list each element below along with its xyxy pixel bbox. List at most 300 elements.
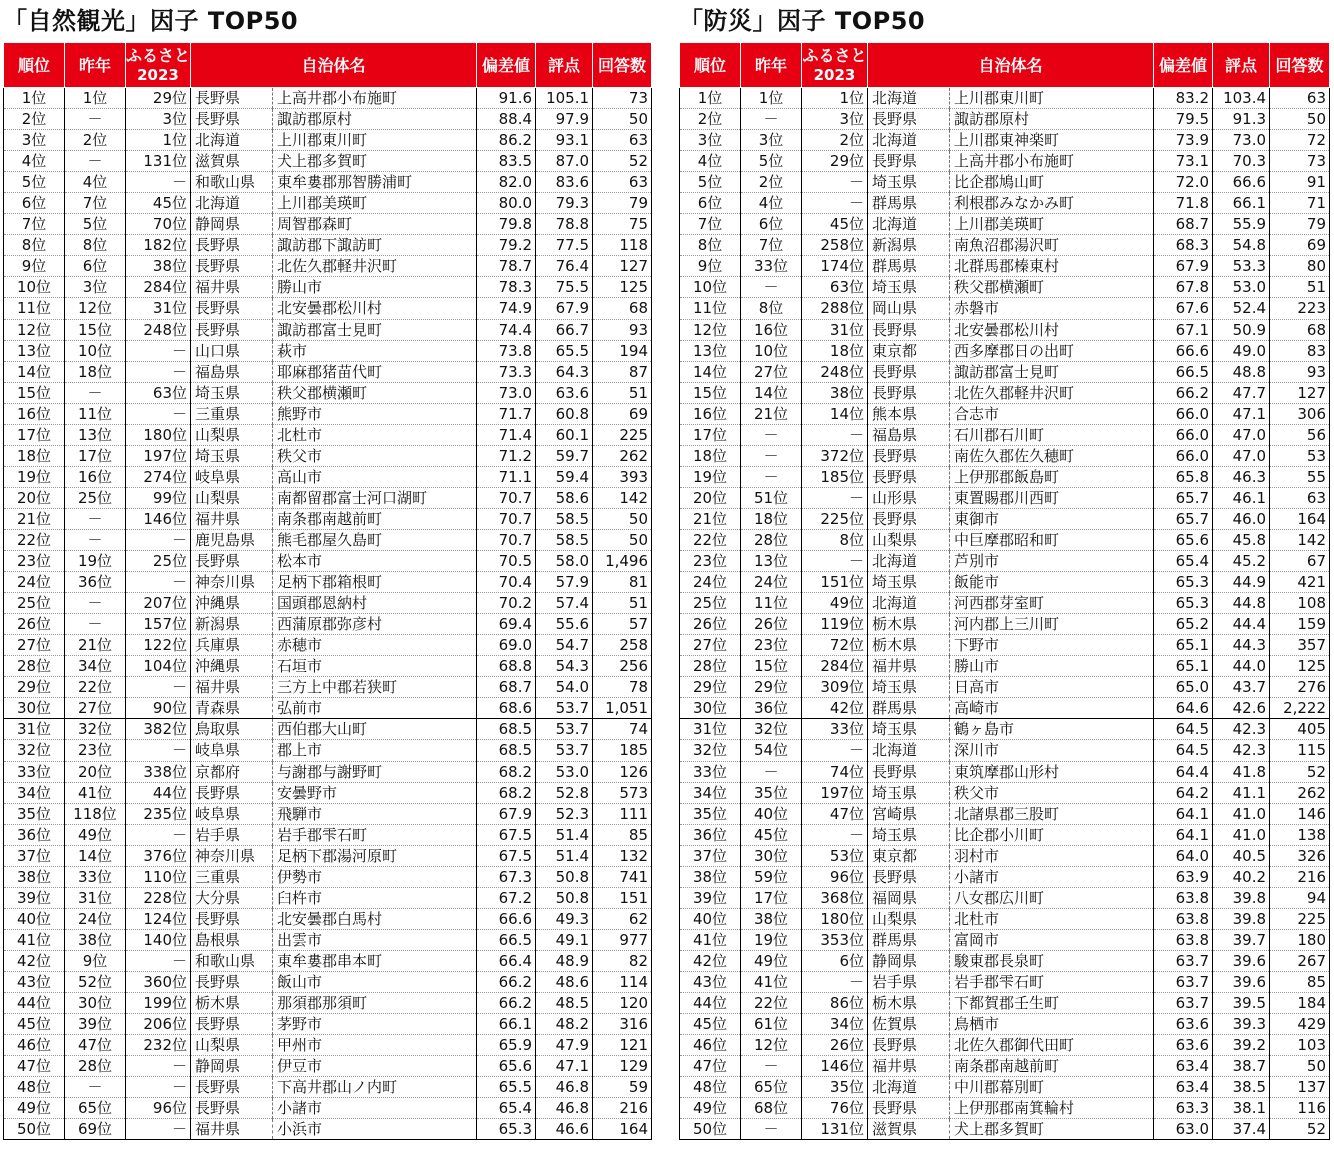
responses-cell: 225 — [593, 424, 652, 445]
header-municipality: 自治体名 — [868, 43, 1154, 88]
score-cell: 39.2 — [1213, 1035, 1270, 1056]
deviation-cell: 63.4 — [1154, 1056, 1213, 1077]
municipality-cell: 北諸県郡三股町 — [950, 803, 1154, 824]
rank-cell: 47位 — [4, 1056, 65, 1077]
deviation-cell: 65.7 — [1154, 508, 1213, 529]
rank-cell: 16位 — [680, 403, 741, 424]
last-year-cell: 6位 — [65, 256, 126, 277]
municipality-cell: 北佐久郡軽井沢町 — [950, 382, 1154, 403]
rank-cell: 29位 — [680, 677, 741, 698]
rank-cell: 12位 — [680, 319, 741, 340]
municipality-cell: 上伊那郡飯島町 — [950, 466, 1154, 487]
deviation-cell: 66.0 — [1154, 403, 1213, 424]
responses-cell: 51 — [593, 593, 652, 614]
deviation-cell: 71.2 — [477, 445, 536, 466]
responses-cell: 59 — [593, 1077, 652, 1098]
score-cell: 40.2 — [1213, 866, 1270, 887]
responses-cell: 306 — [1270, 403, 1330, 424]
responses-cell: 429 — [1270, 1014, 1330, 1035]
responses-cell: 50 — [593, 109, 652, 130]
prefecture-cell: 岩手県 — [868, 971, 950, 992]
prefecture-cell: 北海道 — [191, 130, 273, 151]
furusato-cell: 26位 — [802, 1035, 868, 1056]
responses-cell: 393 — [593, 466, 652, 487]
table-row — [680, 445, 1330, 466]
score-cell: 83.6 — [536, 172, 593, 193]
table-row — [4, 803, 652, 824]
deviation-cell: 66.2 — [1154, 382, 1213, 403]
last-year-cell: － — [741, 761, 802, 782]
last-year-cell: 5位 — [65, 214, 126, 235]
table-row — [4, 1077, 652, 1098]
rank-cell: 17位 — [4, 424, 65, 445]
responses-cell: 69 — [593, 403, 652, 424]
municipality-cell: 南佐久郡佐久穂町 — [950, 445, 1154, 466]
rank-cell: 42位 — [4, 950, 65, 971]
municipality-cell: 赤穂市 — [273, 635, 477, 656]
deviation-cell: 67.6 — [1154, 298, 1213, 319]
score-cell: 48.2 — [536, 1014, 593, 1035]
responses-cell: 75 — [593, 214, 652, 235]
table-row — [4, 214, 652, 235]
municipality-cell: 南条郡南越前町 — [950, 1056, 1154, 1077]
municipality-cell: 勝山市 — [950, 656, 1154, 677]
prefecture-cell: 鹿児島県 — [191, 529, 273, 550]
score-cell: 40.5 — [1213, 845, 1270, 866]
furusato-cell: － — [126, 1077, 191, 1098]
furusato-cell: － — [126, 677, 191, 698]
header-municipality: 自治体名 — [191, 43, 477, 88]
prefecture-cell: 長野県 — [868, 866, 950, 887]
last-year-cell: 3位 — [741, 130, 802, 151]
furusato-cell: 235位 — [126, 803, 191, 824]
table-row — [4, 88, 652, 109]
last-year-cell: 3位 — [65, 277, 126, 298]
deviation-cell: 73.0 — [477, 382, 536, 403]
ranking-table — [679, 42, 1330, 1140]
responses-cell: 91 — [1270, 172, 1330, 193]
last-year-cell: 24位 — [741, 572, 802, 593]
score-cell: 44.0 — [1213, 656, 1270, 677]
deviation-cell: 63.7 — [1154, 950, 1213, 971]
table-row — [680, 593, 1330, 614]
score-cell: 48.5 — [536, 993, 593, 1014]
score-cell: 59.7 — [536, 445, 593, 466]
furusato-cell: 45位 — [802, 214, 868, 235]
responses-cell: 68 — [1270, 319, 1330, 340]
score-cell: 47.9 — [536, 1035, 593, 1056]
last-year-cell: 24位 — [65, 908, 126, 929]
rank-cell: 38位 — [680, 866, 741, 887]
score-cell: 42.6 — [1213, 698, 1270, 719]
furusato-cell: 47位 — [802, 803, 868, 824]
municipality-cell: 小諸市 — [950, 866, 1154, 887]
header-row — [4, 43, 652, 88]
municipality-cell: 茅野市 — [273, 1014, 477, 1035]
last-year-cell: 19位 — [741, 929, 802, 950]
furusato-cell: 96位 — [126, 1098, 191, 1119]
score-cell: 48.9 — [536, 950, 593, 971]
prefecture-cell: 滋賀県 — [191, 151, 273, 172]
last-year-cell: － — [65, 593, 126, 614]
score-cell: 41.8 — [1213, 761, 1270, 782]
deviation-cell: 66.4 — [477, 950, 536, 971]
municipality-cell: 河西郡芽室町 — [950, 593, 1154, 614]
responses-cell: 63 — [593, 130, 652, 151]
rank-cell: 46位 — [4, 1035, 65, 1056]
deviation-cell: 63.7 — [1154, 993, 1213, 1014]
municipality-cell: 飯能市 — [950, 572, 1154, 593]
deviation-cell: 64.0 — [1154, 845, 1213, 866]
responses-cell: 127 — [593, 256, 652, 277]
last-year-cell: 22位 — [65, 677, 126, 698]
prefecture-cell: 大分県 — [191, 887, 273, 908]
score-cell: 103.4 — [1213, 88, 1270, 109]
furusato-cell: 72位 — [802, 635, 868, 656]
prefecture-cell: 栃木県 — [868, 635, 950, 656]
furusato-cell: 42位 — [802, 698, 868, 719]
prefecture-cell: 北海道 — [868, 1077, 950, 1098]
last-year-cell: 4位 — [741, 193, 802, 214]
municipality-cell: 東牟婁郡串本町 — [273, 950, 477, 971]
score-cell: 46.0 — [1213, 508, 1270, 529]
header-score: 評点 — [536, 43, 593, 88]
deviation-cell: 68.8 — [477, 656, 536, 677]
prefecture-cell: 長野県 — [868, 508, 950, 529]
furusato-cell: 284位 — [802, 656, 868, 677]
deviation-cell: 65.8 — [1154, 466, 1213, 487]
furusato-cell: 368位 — [802, 887, 868, 908]
responses-cell: 81 — [593, 572, 652, 593]
deviation-cell: 73.8 — [477, 340, 536, 361]
last-year-cell: 36位 — [65, 572, 126, 593]
municipality-cell: 秩父市 — [273, 445, 477, 466]
rank-cell: 20位 — [4, 487, 65, 508]
deviation-cell: 65.3 — [1154, 593, 1213, 614]
score-cell: 50.8 — [536, 887, 593, 908]
table-row — [4, 782, 652, 803]
responses-cell: 52 — [1270, 1119, 1330, 1140]
score-cell: 41.0 — [1213, 824, 1270, 845]
rank-cell: 11位 — [4, 298, 65, 319]
rank-cell: 11位 — [680, 298, 741, 319]
deviation-cell: 63.4 — [1154, 1077, 1213, 1098]
furusato-cell: 63位 — [126, 382, 191, 403]
score-cell: 60.8 — [536, 403, 593, 424]
last-year-cell: 14位 — [65, 845, 126, 866]
table-row — [4, 698, 652, 719]
header-row — [680, 43, 1330, 88]
municipality-cell: 犬上郡多賀町 — [273, 151, 477, 172]
rank-cell: 46位 — [680, 1035, 741, 1056]
prefecture-cell: 埼玉県 — [868, 677, 950, 698]
score-cell: 47.0 — [1213, 424, 1270, 445]
table-row — [680, 277, 1330, 298]
rank-cell: 28位 — [4, 656, 65, 677]
header-furusato-line2: 2023 — [137, 65, 179, 84]
furusato-cell: 63位 — [802, 277, 868, 298]
rank-cell: 14位 — [680, 361, 741, 382]
score-cell: 46.1 — [1213, 487, 1270, 508]
last-year-cell: 2位 — [65, 130, 126, 151]
last-year-cell: 45位 — [741, 824, 802, 845]
prefecture-cell: 北海道 — [868, 88, 950, 109]
deviation-cell: 67.2 — [477, 887, 536, 908]
last-year-cell: 18位 — [65, 361, 126, 382]
furusato-cell: － — [802, 971, 868, 992]
prefecture-cell: 山形県 — [868, 487, 950, 508]
deviation-cell: 65.1 — [1154, 635, 1213, 656]
rank-cell: 15位 — [680, 382, 741, 403]
furusato-cell: 76位 — [802, 1098, 868, 1119]
municipality-cell: 上川郡東川町 — [273, 130, 477, 151]
furusato-cell: 180位 — [802, 908, 868, 929]
furusato-cell: 8位 — [802, 529, 868, 550]
rank-cell: 47位 — [680, 1056, 741, 1077]
last-year-cell: 51位 — [741, 487, 802, 508]
prefecture-cell: 長野県 — [191, 235, 273, 256]
table-row — [680, 929, 1330, 950]
furusato-cell: － — [126, 1119, 191, 1140]
last-year-cell: － — [741, 277, 802, 298]
last-year-cell: 11位 — [741, 593, 802, 614]
furusato-cell: － — [126, 361, 191, 382]
table-row — [680, 256, 1330, 277]
prefecture-cell: 長野県 — [868, 761, 950, 782]
prefecture-cell: 栃木県 — [191, 993, 273, 1014]
furusato-cell: 174位 — [802, 256, 868, 277]
responses-cell: 185 — [593, 740, 652, 761]
furusato-cell: 360位 — [126, 971, 191, 992]
prefecture-cell: 群馬県 — [868, 929, 950, 950]
last-year-cell: 12位 — [741, 1035, 802, 1056]
score-cell: 44.4 — [1213, 614, 1270, 635]
table-row — [4, 635, 652, 656]
deviation-cell: 79.8 — [477, 214, 536, 235]
last-year-cell: 30位 — [741, 845, 802, 866]
deviation-cell: 68.2 — [477, 782, 536, 803]
score-cell: 46.8 — [536, 1077, 593, 1098]
last-year-cell: 118位 — [65, 803, 126, 824]
furusato-cell: 353位 — [802, 929, 868, 950]
rank-cell: 30位 — [4, 698, 65, 719]
responses-cell: 225 — [1270, 908, 1330, 929]
table-row — [4, 508, 652, 529]
score-cell: 42.3 — [1213, 719, 1270, 740]
deviation-cell: 64.2 — [1154, 782, 1213, 803]
deviation-cell: 78.7 — [477, 256, 536, 277]
furusato-cell: 140位 — [126, 929, 191, 950]
last-year-cell: 23位 — [741, 635, 802, 656]
table-row — [4, 950, 652, 971]
municipality-cell: 三方上中郡若狭町 — [273, 677, 477, 698]
prefecture-cell: 長野県 — [191, 319, 273, 340]
municipality-cell: 西多摩郡日の出町 — [950, 340, 1154, 361]
last-year-cell: 14位 — [741, 382, 802, 403]
prefecture-cell: 長野県 — [868, 1098, 950, 1119]
panel-title: 「自然観光」因子 TOP50 — [3, 7, 299, 35]
rank-cell: 43位 — [4, 971, 65, 992]
municipality-cell: 上川郡東神楽町 — [950, 130, 1154, 151]
responses-cell: 256 — [593, 656, 652, 677]
furusato-cell: 74位 — [802, 761, 868, 782]
table-row — [680, 466, 1330, 487]
municipality-cell: 萩市 — [273, 340, 477, 361]
furusato-cell: 372位 — [802, 445, 868, 466]
prefecture-cell: 山梨県 — [868, 529, 950, 550]
score-cell: 38.7 — [1213, 1056, 1270, 1077]
prefecture-cell: 長野県 — [868, 466, 950, 487]
score-cell: 48.6 — [536, 971, 593, 992]
deviation-cell: 70.7 — [477, 508, 536, 529]
prefecture-cell: 島根県 — [191, 929, 273, 950]
prefecture-cell: 福井県 — [868, 656, 950, 677]
score-cell: 41.0 — [1213, 803, 1270, 824]
rank-cell: 22位 — [4, 529, 65, 550]
rank-cell: 15位 — [4, 382, 65, 403]
prefecture-cell: 山梨県 — [868, 908, 950, 929]
furusato-cell: 53位 — [802, 845, 868, 866]
responses-cell: 121 — [593, 1035, 652, 1056]
municipality-cell: 下高井郡山ノ内町 — [273, 1077, 477, 1098]
rank-cell: 42位 — [680, 950, 741, 971]
last-year-cell: 1位 — [741, 88, 802, 109]
furusato-cell: － — [802, 193, 868, 214]
table-row — [4, 887, 652, 908]
furusato-cell: 309位 — [802, 677, 868, 698]
prefecture-cell: 長野県 — [191, 1077, 273, 1098]
last-year-cell: 25位 — [65, 487, 126, 508]
deviation-cell: 82.0 — [477, 172, 536, 193]
municipality-cell: 鶴ヶ島市 — [950, 719, 1154, 740]
responses-cell: 87 — [593, 361, 652, 382]
municipality-cell: 高崎市 — [950, 698, 1154, 719]
last-year-cell: － — [65, 382, 126, 403]
responses-cell: 741 — [593, 866, 652, 887]
furusato-cell: － — [126, 403, 191, 424]
responses-cell: 129 — [593, 1056, 652, 1077]
municipality-cell: 石垣市 — [273, 656, 477, 677]
furusato-cell: 1位 — [802, 88, 868, 109]
score-cell: 46.8 — [536, 1098, 593, 1119]
responses-cell: 85 — [593, 824, 652, 845]
deviation-cell: 70.4 — [477, 572, 536, 593]
rank-cell: 10位 — [4, 277, 65, 298]
rank-cell: 37位 — [680, 845, 741, 866]
table-row — [680, 908, 1330, 929]
municipality-cell: 諏訪郡富士見町 — [273, 319, 477, 340]
rank-cell: 31位 — [680, 719, 741, 740]
header-rank: 順位 — [4, 43, 65, 88]
responses-cell: 69 — [1270, 235, 1330, 256]
municipality-cell: 上高井郡小布施町 — [273, 88, 477, 109]
furusato-cell: 122位 — [126, 635, 191, 656]
score-cell: 42.3 — [1213, 740, 1270, 761]
deviation-cell: 73.3 — [477, 361, 536, 382]
rank-cell: 7位 — [680, 214, 741, 235]
municipality-cell: 南条郡南越前町 — [273, 508, 477, 529]
prefecture-cell: 神奈川県 — [191, 845, 273, 866]
table-row — [680, 487, 1330, 508]
responses-cell: 72 — [1270, 130, 1330, 151]
prefecture-cell: 長野県 — [191, 971, 273, 992]
rank-cell: 49位 — [4, 1098, 65, 1119]
last-year-cell: 52位 — [65, 971, 126, 992]
rank-cell: 19位 — [4, 466, 65, 487]
rank-cell: 13位 — [4, 340, 65, 361]
rank-cell: 39位 — [680, 887, 741, 908]
score-cell: 76.4 — [536, 256, 593, 277]
municipality-cell: 周智郡森町 — [273, 214, 477, 235]
deviation-cell: 65.3 — [477, 1119, 536, 1140]
prefecture-cell: 長野県 — [191, 782, 273, 803]
prefecture-cell: 栃木県 — [868, 993, 950, 1014]
table-row — [4, 614, 652, 635]
prefecture-cell: 山口県 — [191, 340, 273, 361]
municipality-cell: 熊野市 — [273, 403, 477, 424]
deviation-cell: 74.4 — [477, 319, 536, 340]
responses-cell: 57 — [593, 614, 652, 635]
responses-cell: 164 — [1270, 508, 1330, 529]
table-row — [4, 1119, 652, 1140]
score-cell: 39.6 — [1213, 950, 1270, 971]
last-year-cell: － — [741, 1056, 802, 1077]
score-cell: 49.0 — [1213, 340, 1270, 361]
rank-cell: 20位 — [680, 487, 741, 508]
score-cell: 39.5 — [1213, 993, 1270, 1014]
score-cell: 44.3 — [1213, 635, 1270, 656]
furusato-cell: 99位 — [126, 487, 191, 508]
municipality-cell: 諏訪郡原村 — [950, 109, 1154, 130]
municipality-cell: 秩父郡横瀬町 — [950, 277, 1154, 298]
prefecture-cell: 北海道 — [868, 593, 950, 614]
rank-cell: 41位 — [680, 929, 741, 950]
rank-cell: 38位 — [4, 866, 65, 887]
rank-cell: 45位 — [4, 1014, 65, 1035]
responses-cell: 216 — [1270, 866, 1330, 887]
last-year-cell: － — [65, 508, 126, 529]
furusato-cell: 6位 — [802, 950, 868, 971]
deviation-cell: 70.5 — [477, 551, 536, 572]
prefecture-cell: 三重県 — [191, 403, 273, 424]
score-cell: 44.8 — [1213, 593, 1270, 614]
furusato-cell: 131位 — [802, 1119, 868, 1140]
score-cell: 59.4 — [536, 466, 593, 487]
municipality-cell: 出雲市 — [273, 929, 477, 950]
prefecture-cell: 長野県 — [191, 908, 273, 929]
municipality-cell: 弘前市 — [273, 698, 477, 719]
municipality-cell: 耶麻郡猪苗代町 — [273, 361, 477, 382]
table-row — [680, 151, 1330, 172]
deviation-cell: 63.8 — [1154, 908, 1213, 929]
responses-cell: 1,496 — [593, 551, 652, 572]
responses-cell: 63 — [593, 172, 652, 193]
score-cell: 49.3 — [536, 908, 593, 929]
table-row — [4, 971, 652, 992]
score-cell: 66.7 — [536, 319, 593, 340]
municipality-cell: 東置賜郡川西町 — [950, 487, 1154, 508]
municipality-cell: 秩父市 — [950, 782, 1154, 803]
score-cell: 51.4 — [536, 845, 593, 866]
furusato-cell: 110位 — [126, 866, 191, 887]
table-row — [680, 845, 1330, 866]
table-row — [680, 130, 1330, 151]
rank-cell: 9位 — [4, 256, 65, 277]
rank-cell: 34位 — [4, 782, 65, 803]
rank-cell: 18位 — [4, 445, 65, 466]
prefecture-cell: 山梨県 — [191, 424, 273, 445]
deviation-cell: 68.5 — [477, 740, 536, 761]
